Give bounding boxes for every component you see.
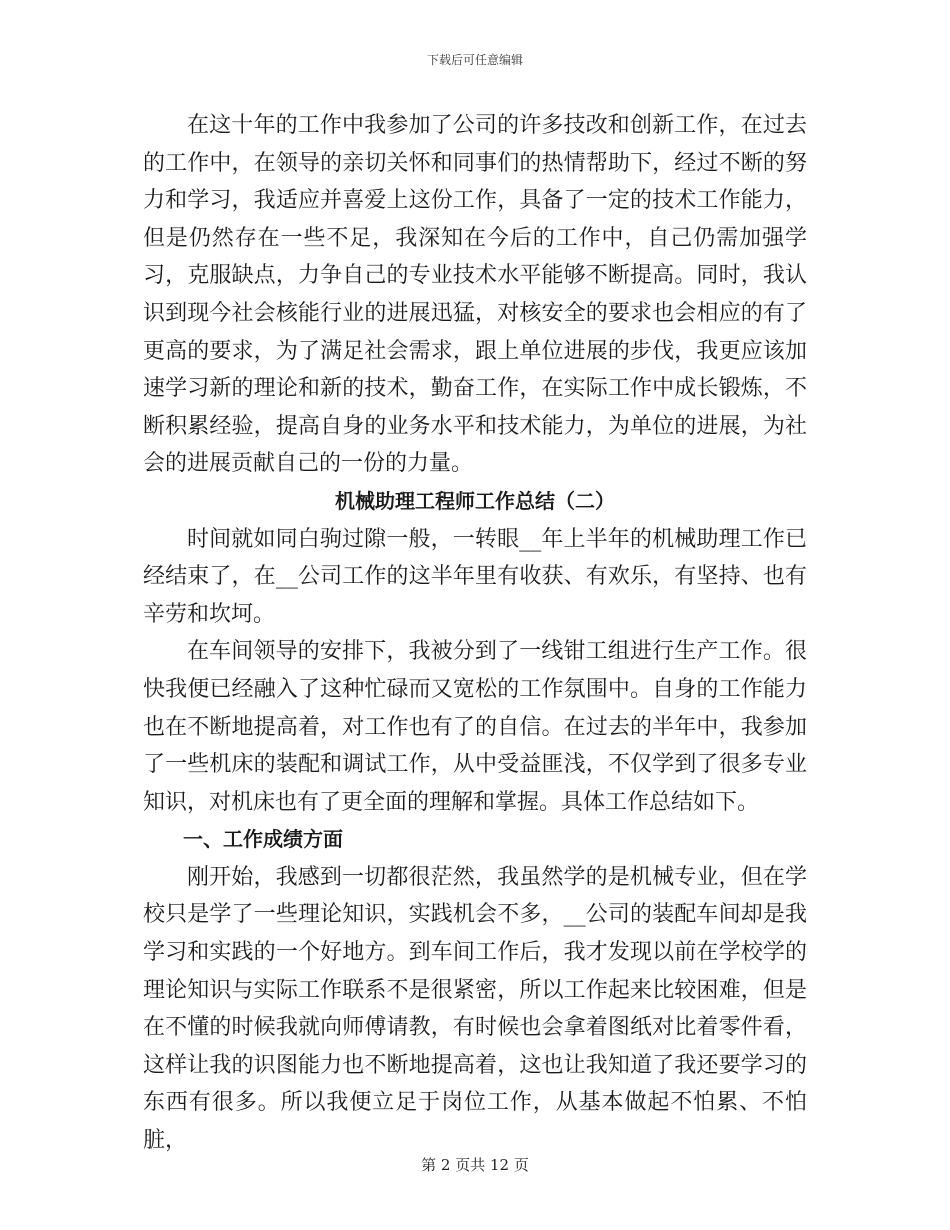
paragraph-1: 在这十年的工作中我参加了公司的许多技改和创新工作，在过去的工作中，在领导的亲切关怀和同事们的热情帮助下，经过不断的努力和学习，我适应并喜爱上这份工作，具备了一定的技术工作能力，但是仍然存在一些不足，我深知在今后的工作中，自己仍需加强学习，克服缺点，力争自己的专业技术水平能够不断提高。同时，我认识到现今社会核能行业的进展迅猛，对核安全的要求也会相应的有了更高的要求，为了满足社会需求，跟上单位进展的步伐，我更应该加速学习新的理论和新的技术，勤奋工作，在实际工作中成长锻炼，不断积累经验，提高自身的业务水平和技术能力，为单位的进展，为社会的进展贡献自己的一份的力量。 [143,113,807,477]
paragraph-2: 时间就如同白驹过隙一般，一转眼__年上半年的机械助理工作已经结束了，在__公司工作的这半年里有收获、有欢乐，有坚持、也有辛劳和坎坷。 [143,526,807,627]
page-header-note: 下载后可任意编辑 [426,53,523,67]
section-title: 机械助理工程师工作总结（二） [335,488,615,513]
paragraph-3: 在车间领导的安排下，我被分到了一线钳工组进行生产工作。很快我便已经融入了这种忙碌而又宽松的工作氛围中。自身的工作能力也在不断地提高着，对工作也有了的自信。在过去的半年中，我参加了一些机床的装配和调试工作，从中受益匪浅，不仅学到了很多专业知识，对机床也有了更全面的理解和掌握。具体工作总结如下。 [143,639,807,815]
document-body [143,107,807,1160]
page-number-footer: 第 2 页共 12 页 [421,1156,529,1174]
subheading-work-results: 一、工作成绩方面 [183,827,343,852]
paragraph-4: 刚开始，我感到一切都很茫然，我虽然学的是机械专业，但在学校只是学了一些理论知识，实践机会不多，__公司的装配车间却是我学习和实践的一个好地方。到车间工作后，我才发现以前在学校学的理论知识与实际工作联系不是很紧密，所以工作起来比较困难，但是在不懂的时候我就向师傅请教，有时候也会拿着图纸对比着零件看，这样让我的识图能力也不断地提高着，这也让我知道了我还要学习的东西有很多。所以我便立足于岗位工作，从基本做起不怕累、不怕脏， [143,864,807,1154]
